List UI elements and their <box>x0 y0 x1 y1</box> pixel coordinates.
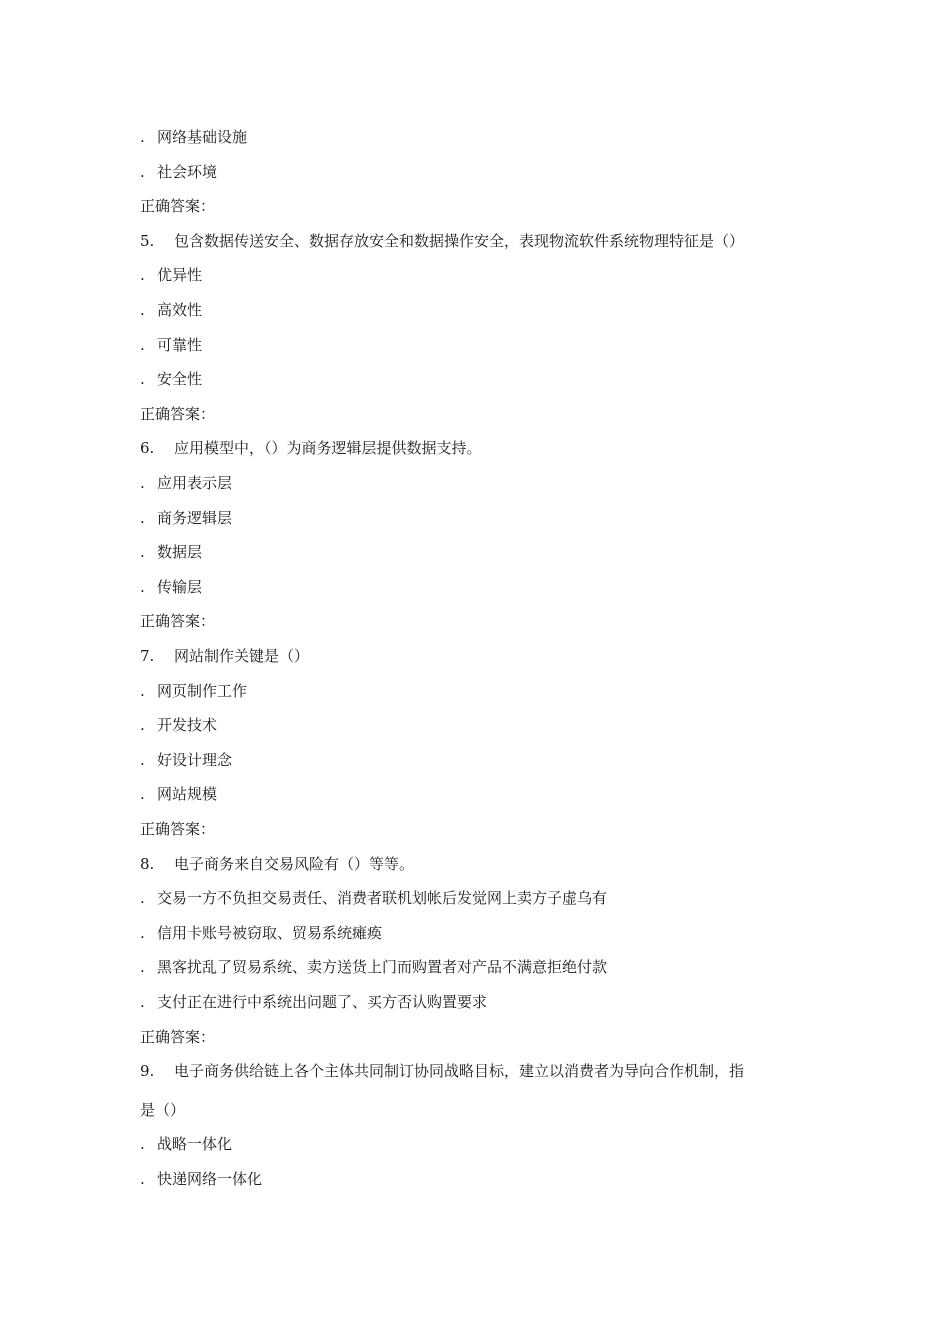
answer-option <box>140 577 202 597</box>
answer-option <box>140 750 232 770</box>
option-text: 可靠性 <box>157 336 203 354</box>
option-text: 应用表示层 <box>157 474 233 492</box>
option-text: 战略一体化 <box>157 1135 233 1153</box>
question-text: 电子商务供给链上各个主体共同制订协同战略目标，建立以消费者为导向合作机制，指 <box>174 1062 745 1080</box>
option-marker: . <box>140 336 145 354</box>
option-text: 快递网络一体化 <box>157 1170 263 1188</box>
option-text: 高效性 <box>157 301 203 319</box>
option-marker: . <box>140 751 145 769</box>
answer-option <box>140 1134 232 1154</box>
answer-option <box>140 369 202 389</box>
question-line <box>140 1061 744 1081</box>
answer-option <box>140 162 217 182</box>
option-marker: . <box>140 474 145 492</box>
answer-option <box>140 265 202 285</box>
option-marker: . <box>140 266 145 284</box>
option-text: 黑客扰乱了贸易系统、卖方送货上门而购置者对产品不满意拒绝付款 <box>157 958 608 976</box>
correct-answer-label: 正确答案： <box>140 612 216 630</box>
option-text: 网站规模 <box>157 785 218 803</box>
option-marker: . <box>140 924 145 942</box>
question-text: 电子商务来自交易风险有（）等等。 <box>174 855 415 873</box>
option-text: 好设计理念 <box>157 751 233 769</box>
option-text: 社会环境 <box>157 163 218 181</box>
answer-option <box>140 923 382 943</box>
question-text: 应用模型中，（）为商务逻辑层提供数据支持。 <box>174 439 482 457</box>
correct-answer-label: 正确答案： <box>140 405 216 423</box>
option-marker: . <box>140 716 145 734</box>
answer-option <box>140 542 202 562</box>
option-marker: . <box>140 578 145 596</box>
option-marker: . <box>140 889 145 907</box>
answer-option <box>140 127 247 147</box>
answer-option <box>140 992 487 1012</box>
option-text: 商务逻辑层 <box>157 509 233 527</box>
option-text: 信用卡账号被窃取、贸易系统瘫痪 <box>157 924 383 942</box>
question-text: 网站制作关键是（） <box>174 647 310 665</box>
answer-option <box>140 335 202 355</box>
correct-answer-label: 正确答案： <box>140 1028 216 1046</box>
question-number: 6. <box>140 439 155 457</box>
question-number: 9. <box>140 1062 155 1080</box>
answer-option <box>140 300 202 320</box>
option-text: 网页制作工作 <box>157 682 248 700</box>
option-marker: . <box>140 509 145 527</box>
option-marker: . <box>140 993 145 1011</box>
option-marker: . <box>140 128 145 146</box>
option-text: 安全性 <box>157 370 203 388</box>
option-marker: . <box>140 785 145 803</box>
correct-answer-label: 正确答案： <box>140 820 216 838</box>
answer-option <box>140 681 247 701</box>
answer-option <box>140 508 232 528</box>
option-marker: . <box>140 543 145 561</box>
question-line <box>140 231 744 251</box>
option-text: 数据层 <box>157 543 203 561</box>
answer-option <box>140 888 607 908</box>
option-text: 支付正在进行中系统出问题了、买方否认购置要求 <box>157 993 488 1011</box>
option-marker: . <box>140 1135 145 1153</box>
option-text: 交易一方不负担交易责任、消费者联机划帐后发觉网上卖方子虚乌有 <box>157 889 608 907</box>
option-marker: . <box>140 370 145 388</box>
option-text: 传输层 <box>157 578 203 596</box>
question-number: 7. <box>140 647 155 665</box>
answer-option <box>140 715 217 735</box>
answer-option <box>140 473 232 493</box>
question-line <box>140 438 482 458</box>
answer-option <box>140 784 217 804</box>
option-marker: . <box>140 958 145 976</box>
option-text: 优异性 <box>157 266 203 284</box>
option-marker: . <box>140 163 145 181</box>
answer-option <box>140 957 607 977</box>
question-text: 包含数据传送安全、数据存放安全和数据操作安全，表现物流软件系统物理特征是（） <box>174 232 745 250</box>
correct-answer-label: 正确答案： <box>140 197 216 215</box>
option-marker: . <box>140 301 145 319</box>
question-line <box>140 646 309 666</box>
question-number: 8. <box>140 855 155 873</box>
question-number: 5. <box>140 232 155 250</box>
question-line <box>140 854 414 874</box>
question-continuation: 是（） <box>140 1101 186 1119</box>
option-text: 开发技术 <box>157 716 218 734</box>
answer-option <box>140 1169 262 1189</box>
option-text: 网络基础设施 <box>157 128 248 146</box>
option-marker: . <box>140 682 145 700</box>
option-marker: . <box>140 1170 145 1188</box>
